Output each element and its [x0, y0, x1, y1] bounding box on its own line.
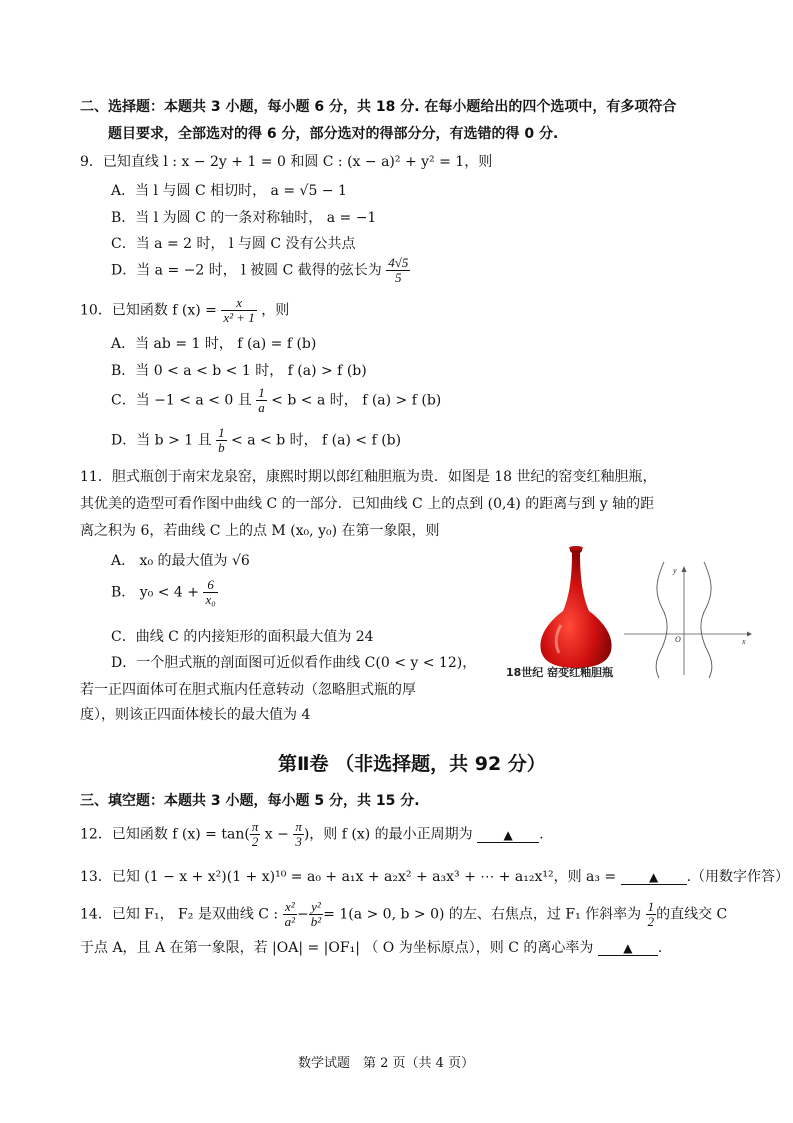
q13 [80, 866, 789, 886]
q14-c: 的直线交 C [656, 906, 728, 923]
q12-fraction-1 [250, 820, 261, 849]
q9-option-d [111, 256, 410, 285]
q11-option-b-denominator: x₀ [205, 592, 216, 607]
q11-option-d-line3: 度），则该正四面体棱长的最大值为 4 [80, 707, 311, 723]
q14-minus: − [297, 906, 309, 923]
q14-slope-fraction [646, 900, 657, 929]
q14-a: 14．已知 F₁， F₂ 是双曲线 C : [80, 906, 279, 923]
section2-header-line1: 二、选择题：本题共 3 小题，每小题 6 分，共 18 分. 在每小题给出的四个选项中，有多项符合 [80, 99, 677, 115]
q10-option-d-denominator: b [218, 440, 225, 455]
q11-option-b-numerator: 6 [203, 578, 217, 593]
q10-option-d-b: < a < b 时， f (a) < f (b) [231, 432, 402, 449]
q12-mid: x − [264, 826, 289, 843]
q11-option-d-line1: D．一个胆式瓶的剖面图可近似看作曲线 C(0 < y < 12)， [111, 655, 477, 671]
curve-right-branch [701, 562, 712, 678]
q14-fraction-y-num: y² [309, 900, 323, 915]
q14-line2 [80, 937, 662, 957]
curve-graph [622, 560, 752, 680]
q14-fraction-y-den: b² [310, 914, 322, 929]
q14-answer-blank[interactable]: ▲ [598, 941, 658, 956]
q11-option-b [111, 578, 218, 607]
q11-option-d-line2: 若一正四面体可在胆式瓶内任意转动（忽略胆式瓶的厚 [80, 682, 416, 698]
q12-b: )，则 f (x) 的最小正周期为 [303, 826, 473, 843]
q12-end: . [539, 826, 544, 843]
q14-line2-text: 于点 A，且 A 在第一象限，若 |OA| = |OF₁| （ O 为坐标原点），则 C 的离心率为 [80, 940, 594, 956]
q12 [80, 820, 544, 849]
q10-option-c-denominator: a [258, 400, 265, 415]
q12-a: 12．已知函数 f (x) = tan( [80, 826, 250, 843]
q11-option-b-fraction [203, 578, 217, 607]
q10-option-d-a: D．当 b > 1 且 [111, 432, 212, 449]
q12-fraction-1-num: π [251, 819, 259, 834]
q9-chord-numerator: 4√5 [388, 255, 409, 270]
q10-function-fraction [221, 296, 256, 325]
q11-option-a: A． x₀ 的最大值为 √6 [111, 553, 250, 569]
q10-fraction-denominator: x² + 1 [223, 310, 255, 325]
curve-left-branch [656, 562, 667, 678]
q12-fraction-2-num: π [295, 819, 302, 834]
q14-line1 [80, 900, 727, 929]
section2-header-line2: 题目要求，全部选对的得 6 分，部分选对的得部分分，有选错的得 0 分. [108, 126, 559, 142]
q13-answer-blank[interactable]: ▲ [621, 870, 687, 885]
q13-a: 13．已知 (1 − x + x²)(1 + x)¹⁰ = a₀ + a₁x + a₂x² + a₃x³ + ⋯ + a₁₂x¹²，则 a₃ = [80, 869, 617, 885]
q9-option-b: B．当 l 为圆 C 的一条对称轴时， a = −1 [111, 210, 377, 226]
q10-stem-a: 10．已知函数 f (x) = [80, 302, 217, 319]
q12-fraction-2 [293, 820, 304, 849]
q11-line3: 离之积为 6，若曲线 C 上的点 M (x₀, y₀) 在第一象限，则 [80, 523, 440, 539]
section3-header: 三、填空题：本题共 3 小题，每小题 5 分，共 15 分. [80, 793, 420, 809]
q12-fraction-1-den: 2 [251, 834, 259, 849]
q11-option-c: C．曲线 C 的内接矩形的面积最大值为 24 [111, 629, 374, 645]
q10-option-d [111, 426, 401, 455]
q10-option-c-fraction [256, 386, 267, 415]
q9-option-a: A．当 l 与圆 C 相切时， a = √5 − 1 [111, 183, 347, 199]
q9-stem: 9．已知直线 l : x − 2y + 1 = 0 和圆 C : (x − a)² + y² = 1，则 [80, 154, 493, 170]
q11-option-b-a: B． y₀ < 4 + [111, 584, 199, 601]
q14-end: . [657, 940, 663, 956]
q14-slope-num: 1 [647, 899, 655, 914]
q10-option-a: A．当 ab = 1 时， f (a) = f (b) [111, 336, 317, 352]
q10-option-c-a: C．当 −1 < a < 0 且 [111, 392, 252, 409]
q10-fraction-numerator: x [221, 296, 256, 311]
q10-option-c-numerator: 1 [258, 385, 265, 400]
q12-fraction-2-den: 3 [295, 834, 302, 849]
q12-answer-blank[interactable]: ▲ [477, 828, 539, 843]
q11-line2: 其优美的造型可看作图中曲线 C 的一部分．已知曲线 C 上的点到 (0,4) 的距离与到 y 轴的距 [80, 496, 655, 512]
part2-title: 第Ⅱ卷 （非选择题，共 92 分） [278, 753, 546, 775]
origin-label: O [675, 635, 681, 644]
q13-end: .（用数字作答） [686, 869, 790, 885]
q14-fraction-x [283, 900, 297, 929]
q9-chord-fraction [386, 256, 410, 285]
q10-option-c-b: < b < a 时， f (a) > f (b) [271, 392, 442, 409]
q10-stem-b: ，则 [261, 302, 290, 319]
red-glaze-vase-illustration [519, 545, 633, 683]
q10-option-b: B．当 0 < a < b < 1 时， f (a) > f (b) [111, 363, 367, 379]
q14-fraction-x-den: a² [284, 914, 296, 929]
q14-slope-den: 2 [647, 914, 655, 929]
q9-option-d-text: D．当 a = −2 时， l 被圆 C 截得的弦长为 [111, 262, 382, 279]
q10-option-d-numerator: 1 [218, 425, 225, 440]
q14-fraction-x-num: x² [283, 900, 297, 915]
q14-b: = 1(a > 0, b > 0) 的左、右焦点，过 F₁ 作斜率为 [323, 906, 642, 923]
q10-option-d-fraction [216, 426, 227, 455]
q11-line1: 11．胆式瓶创于南宋龙泉窑，康熙时期以郎红釉胆瓶为贵．如图是 18 世纪的窑变红釉胆瓶， [80, 469, 657, 485]
q10-option-c [111, 386, 441, 415]
vase-caption: 18世纪 窑变红釉胆瓶 [506, 666, 614, 679]
vase-photo [506, 545, 633, 683]
q10-stem [80, 296, 289, 325]
q14-fraction-y [309, 900, 323, 929]
q9-chord-denominator: 5 [395, 270, 402, 285]
q9-option-c: C．当 a = 2 时， l 与圆 C 没有公共点 [111, 236, 356, 252]
y-axis-label: y [673, 566, 677, 575]
x-axis-label: x [742, 637, 746, 646]
page-footer: 数学试题 第 2 页（共 4 页） [298, 1056, 475, 1071]
